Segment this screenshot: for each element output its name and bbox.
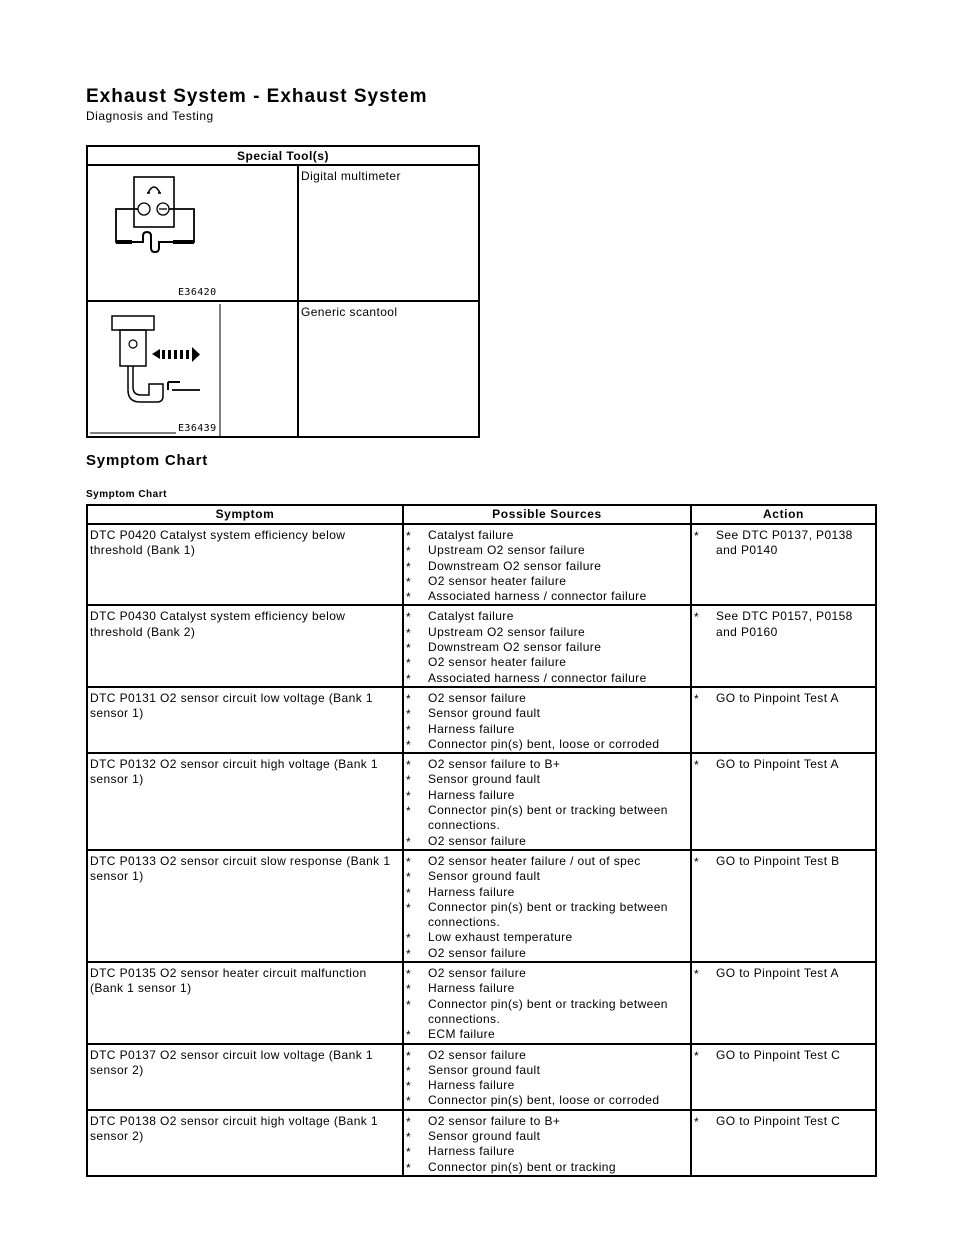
- action-cell: [691, 753, 876, 850]
- possible-sources-cell: [403, 1110, 691, 1176]
- source-item: * Connector pin(s) bent, loose or corroded: [406, 737, 688, 752]
- source-item: * Sensor ground fault: [406, 1063, 688, 1078]
- tool-row: [87, 165, 479, 301]
- source-item: * O2 sensor heater failure / out of spec: [406, 854, 688, 869]
- source-item: * O2 sensor failure: [406, 1048, 688, 1063]
- action-item: * See DTC P0137, P0138 and P0140: [694, 528, 873, 559]
- symptom-cell: DTC P0137 O2 sensor circuit low voltage (Bank 1 sensor 2): [87, 1044, 403, 1110]
- column-header-action: Action: [691, 505, 876, 524]
- action-cell: [691, 962, 876, 1043]
- action-cell: [691, 524, 876, 605]
- source-item: * Sensor ground fault: [406, 1129, 688, 1144]
- source-item: * Harness failure: [406, 885, 688, 900]
- possible-sources-cell: [403, 524, 691, 605]
- action-item: * GO to Pinpoint Test A: [694, 691, 873, 706]
- tool-code: E36420: [178, 287, 217, 298]
- source-item: * Connector pin(s) bent or tracking: [406, 1160, 688, 1175]
- source-item: * Harness failure: [406, 722, 688, 737]
- action-item: * GO to Pinpoint Test C: [694, 1048, 873, 1063]
- table-row: [87, 753, 876, 850]
- scantool-icon: [88, 302, 297, 436]
- tool-image-cell: [87, 301, 298, 437]
- symptom-cell: DTC P0133 O2 sensor circuit slow response (Bank 1 sensor 1): [87, 850, 403, 962]
- action-cell: [691, 687, 876, 753]
- tool-code: E36439: [178, 423, 217, 434]
- table-row: [87, 605, 876, 686]
- source-item: * Downstream O2 sensor failure: [406, 640, 688, 655]
- possible-sources-cell: [403, 962, 691, 1043]
- source-item: * Associated harness / connector failure: [406, 589, 688, 604]
- source-item: * Sensor ground fault: [406, 869, 688, 884]
- column-header-sources: Possible Sources: [403, 505, 691, 524]
- possible-sources-cell: [403, 605, 691, 686]
- page-subtitle: Diagnosis and Testing: [86, 109, 214, 123]
- table-row: [87, 850, 876, 962]
- action-item: * GO to Pinpoint Test C: [694, 1114, 873, 1129]
- action-cell: [691, 1110, 876, 1176]
- table-row: [87, 524, 876, 605]
- possible-sources-cell: [403, 1044, 691, 1110]
- symptom-chart-body: [87, 524, 876, 1176]
- symptom-chart: [86, 504, 875, 1174]
- table-caption: Symptom Chart: [86, 489, 167, 500]
- special-tools-table: [86, 145, 480, 438]
- source-item: * O2 sensor failure: [406, 834, 688, 849]
- action-item: * GO to Pinpoint Test A: [694, 966, 873, 981]
- source-item: * O2 sensor heater failure: [406, 655, 688, 670]
- source-item: * O2 sensor failure: [406, 691, 688, 706]
- action-item: * See DTC P0157, P0158 and P0160: [694, 609, 873, 640]
- source-item: * O2 sensor failure to B+: [406, 757, 688, 772]
- multimeter-icon: [88, 166, 297, 300]
- section-heading: Symptom Chart: [86, 452, 209, 469]
- source-item: * Harness failure: [406, 981, 688, 996]
- source-item: * Connector pin(s) bent or tracking between connections.: [406, 803, 688, 834]
- possible-sources-cell: [403, 850, 691, 962]
- table-row: [87, 687, 876, 753]
- symptom-cell: DTC P0430 Catalyst system efficiency below threshold (Bank 2): [87, 605, 403, 686]
- source-item: * O2 sensor failure: [406, 946, 688, 961]
- table-row: [87, 1044, 876, 1110]
- action-cell: [691, 850, 876, 962]
- source-item: * Catalyst failure: [406, 528, 688, 543]
- source-item: * O2 sensor heater failure: [406, 574, 688, 589]
- tool-row: [87, 301, 479, 437]
- table-row: [87, 962, 876, 1043]
- source-item: * Connector pin(s) bent or tracking between connections.: [406, 900, 688, 931]
- source-item: * Connector pin(s) bent, loose or corroded: [406, 1093, 688, 1108]
- action-item: * GO to Pinpoint Test B: [694, 854, 873, 869]
- possible-sources-cell: [403, 687, 691, 753]
- tool-description: Generic scantool: [298, 301, 479, 437]
- table-row: [87, 1110, 876, 1176]
- source-item: * Catalyst failure: [406, 609, 688, 624]
- source-item: * Low exhaust temperature: [406, 930, 688, 945]
- special-tools-heading: Special Tool(s): [87, 146, 479, 165]
- source-item: * Downstream O2 sensor failure: [406, 559, 688, 574]
- source-item: * Associated harness / connector failure: [406, 671, 688, 686]
- symptom-cell: DTC P0135 O2 sensor heater circuit malfunction (Bank 1 sensor 1): [87, 962, 403, 1043]
- column-header-symptom: Symptom: [87, 505, 403, 524]
- action-cell: [691, 1044, 876, 1110]
- source-item: * Connector pin(s) bent or tracking between connections.: [406, 997, 688, 1028]
- action-cell: [691, 605, 876, 686]
- source-item: * ECM failure: [406, 1027, 688, 1042]
- symptom-cell: DTC P0138 O2 sensor circuit high voltage (Bank 1 sensor 2): [87, 1110, 403, 1176]
- symptom-chart-table: [86, 504, 877, 1177]
- action-item: * GO to Pinpoint Test A: [694, 757, 873, 772]
- source-item: * Sensor ground fault: [406, 772, 688, 787]
- page-title: Exhaust System - Exhaust System: [86, 86, 428, 107]
- source-item: * Upstream O2 sensor failure: [406, 625, 688, 640]
- source-item: * Upstream O2 sensor failure: [406, 543, 688, 558]
- source-item: * Harness failure: [406, 1078, 688, 1093]
- symptom-cell: DTC P0131 O2 sensor circuit low voltage (Bank 1 sensor 1): [87, 687, 403, 753]
- source-item: * Sensor ground fault: [406, 706, 688, 721]
- source-item: * Harness failure: [406, 1144, 688, 1159]
- source-item: * Harness failure: [406, 788, 688, 803]
- possible-sources-cell: [403, 753, 691, 850]
- source-item: * O2 sensor failure to B+: [406, 1114, 688, 1129]
- symptom-cell: DTC P0132 O2 sensor circuit high voltage (Bank 1 sensor 1): [87, 753, 403, 850]
- symptom-cell: DTC P0420 Catalyst system efficiency below threshold (Bank 1): [87, 524, 403, 605]
- tool-image-cell: [87, 165, 298, 301]
- tool-description: Digital multimeter: [298, 165, 479, 301]
- source-item: * O2 sensor failure: [406, 966, 688, 981]
